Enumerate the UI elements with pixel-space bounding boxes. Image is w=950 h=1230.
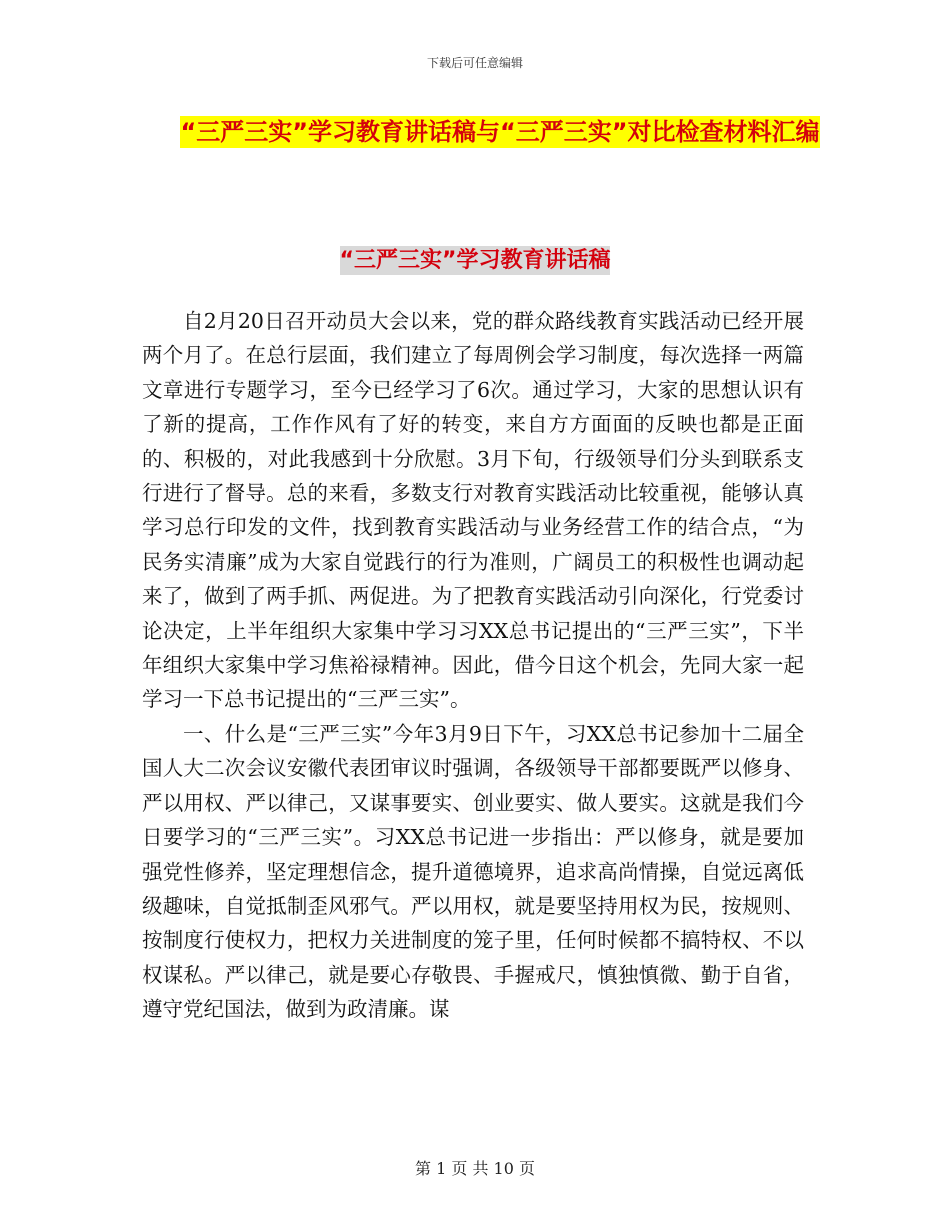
body-text [142,304,804,1027]
section-title [0,243,950,279]
header-note: 下载后可任意编辑 [426,56,523,70]
section-title-text: “三严三实”学习教育讲话稿 [339,248,611,273]
document-title-text: “三严三实”学习教育讲话稿与“三严三实”对比检查材料汇编 [180,118,820,146]
document-title [140,108,860,156]
page-footer: 第 1 页 共 10 页 [415,1159,535,1178]
paragraph-2: 一、什么是“三严三实”今年3月9日下午，习XX总书记参加十二届全国人大二次会议安徽代表团审议时强调，各级领导干部都要既严以修身、严以用权、严以律己，又谋事要实、创业要实、做人要实。这就是我们今日要学习的“三严三实”。习XX总书记进一步指出：严以修身，就是要加强党性修养，坚定理想信念，提升道德境界，追求高尚情操，自觉远离低级趣味，自觉抵制歪风邪气。严以用权，就是要坚持用权为民，按规则、按制度行使权力，把权力关进制度的笼子里，任何时候都不搞特权、不以权谋私。严以律己，就是要心存敬畏、手握戒尺，慎独慎微、勤于自省，遵守党纪国法，做到为政清廉。谋 [142,721,804,1022]
paragraph-1: 自2月20日召开动员大会以来，党的群众路线教育实践活动已经开展两个月了。在总行层面，我们建立了每周例会学习制度，每次选择一两篇文章进行专题学习，至今已经学习了6次。通过学习，大家的思想认识有了新的提高，工作作风有了好的转变，来自方方面面的反映也都是正面的、积极的，对此我感到十分欣慰。3月下旬，行级领导们分头到联系支行进行了督导。总的来看，多数支行对教育实践活动比较重视，能够认真学习总行印发的文件，找到教育实践活动与业务经营工作的结合点，“为民务实清廉”成为大家自觉践行的行为准则，广阔员工的积极性也调动起来了，做到了两手抓、两促进。为了把教育实践活动引向深化，行党委讨论决定，上半年组织大家集中学习习XX总书记提出的“三严三实”，下半年组织大家集中学习焦裕禄精神。因此，借今日这个机会，先同大家一起学习一下总书记提出的“三严三实”。 [142,309,804,712]
